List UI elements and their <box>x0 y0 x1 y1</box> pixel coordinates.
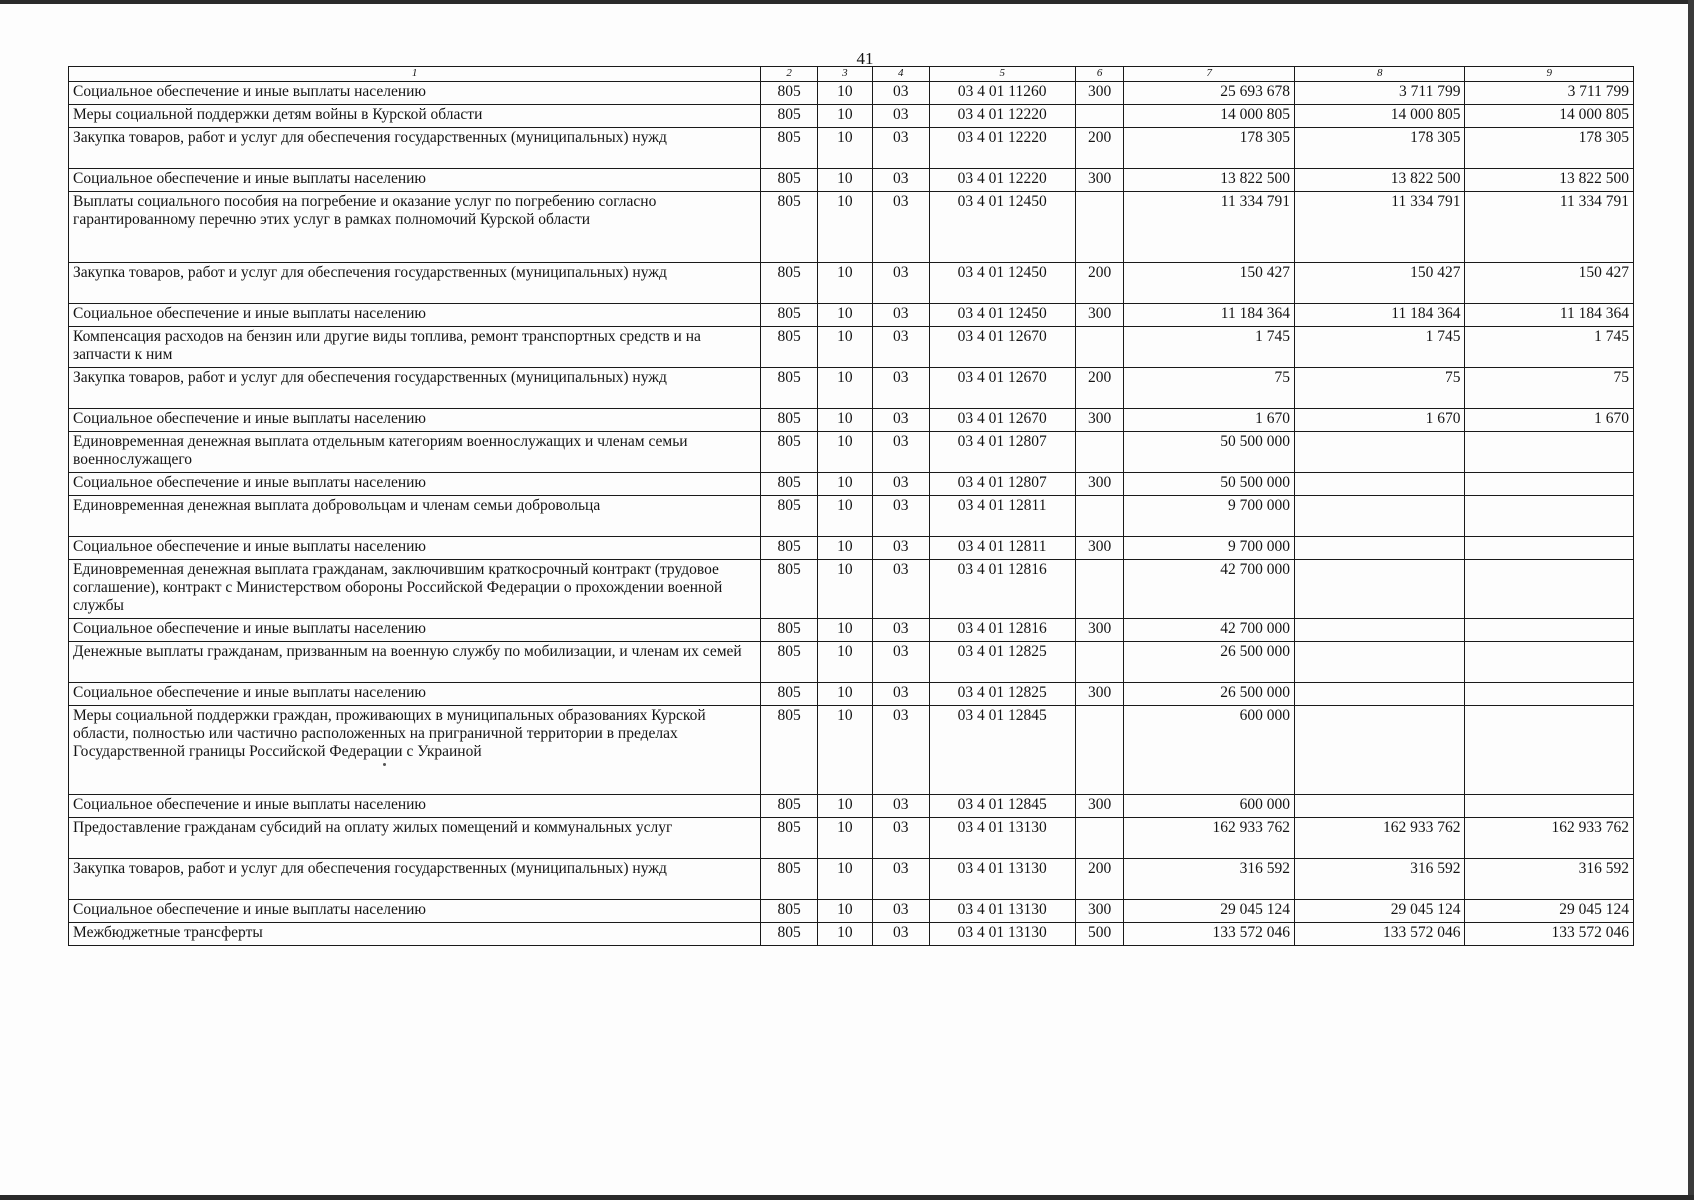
cell-ministry-code: 805 <box>761 105 818 128</box>
cell-amount-col7: 14 000 805 <box>1124 105 1295 128</box>
cell-amount-col9 <box>1465 473 1634 496</box>
budget-table <box>68 66 1634 946</box>
cell-amount-col7: 600 000 <box>1124 795 1295 818</box>
cell-description: Межбюджетные трансферты <box>69 923 761 946</box>
cell-target-article: 03 4 01 12450 <box>929 304 1075 327</box>
cell-ministry-code: 805 <box>761 900 818 923</box>
cell-amount-col9 <box>1465 537 1634 560</box>
cell-subsection: 03 <box>872 327 929 368</box>
cell-section: 10 <box>818 128 873 169</box>
cell-ministry-code: 805 <box>761 619 818 642</box>
cell-description: Денежные выплаты гражданам, призванным на военную службу по мобилизации, и членам их семей <box>69 642 761 683</box>
cell-subsection: 03 <box>872 263 929 304</box>
header-cell: 6 <box>1075 67 1124 82</box>
table-row <box>69 409 1634 432</box>
cell-description: Социальное обеспечение и иные выплаты населению <box>69 473 761 496</box>
cell-description: Социальное обеспечение и иные выплаты населению <box>69 537 761 560</box>
cell-ministry-code: 805 <box>761 473 818 496</box>
cell-amount-col8 <box>1294 642 1465 683</box>
cell-amount-col9: 178 305 <box>1465 128 1634 169</box>
cell-description: Социальное обеспечение и иные выплаты населению <box>69 900 761 923</box>
table-row <box>69 327 1634 368</box>
cell-expense-type <box>1075 192 1124 263</box>
cell-description: Социальное обеспечение и иные выплаты населению <box>69 683 761 706</box>
cell-amount-col9: 1 745 <box>1465 327 1634 368</box>
cell-amount-col8 <box>1294 795 1465 818</box>
table-row <box>69 82 1634 105</box>
header-cell: 5 <box>929 67 1075 82</box>
cell-description: Социальное обеспечение и иные выплаты населению <box>69 619 761 642</box>
cell-target-article: 03 4 01 12670 <box>929 368 1075 409</box>
cell-section: 10 <box>818 923 873 946</box>
cell-description: Предоставление гражданам субсидий на оплату жилых помещений и коммунальных услуг <box>69 818 761 859</box>
cell-amount-col8 <box>1294 706 1465 795</box>
cell-amount-col7: 600 000 <box>1124 706 1295 795</box>
cell-amount-col8 <box>1294 496 1465 537</box>
cell-amount-col8: 1 670 <box>1294 409 1465 432</box>
cell-ministry-code: 805 <box>761 169 818 192</box>
cell-amount-col9: 14 000 805 <box>1465 105 1634 128</box>
table-row <box>69 795 1634 818</box>
cell-subsection: 03 <box>872 192 929 263</box>
header-cell: 1 <box>69 67 761 82</box>
cell-amount-col8: 11 334 791 <box>1294 192 1465 263</box>
table-row <box>69 642 1634 683</box>
cell-section: 10 <box>818 327 873 368</box>
cell-description: Социальное обеспечение и иные выплаты населению <box>69 409 761 432</box>
cell-target-article: 03 4 01 12816 <box>929 560 1075 619</box>
cell-subsection: 03 <box>872 473 929 496</box>
cell-ministry-code: 805 <box>761 818 818 859</box>
cell-amount-col9 <box>1465 432 1634 473</box>
cell-ministry-code: 805 <box>761 706 818 795</box>
cell-amount-col8 <box>1294 619 1465 642</box>
cell-target-article: 03 4 01 12220 <box>929 169 1075 192</box>
cell-amount-col7: 75 <box>1124 368 1295 409</box>
cell-target-article: 03 4 01 12220 <box>929 105 1075 128</box>
cell-amount-col7: 1 670 <box>1124 409 1295 432</box>
cell-target-article: 03 4 01 12825 <box>929 683 1075 706</box>
cell-subsection: 03 <box>872 859 929 900</box>
header-cell: 2 <box>761 67 818 82</box>
cell-section: 10 <box>818 795 873 818</box>
cell-subsection: 03 <box>872 537 929 560</box>
cell-ministry-code: 805 <box>761 795 818 818</box>
header-cell: 4 <box>872 67 929 82</box>
cell-section: 10 <box>818 859 873 900</box>
cell-amount-col8 <box>1294 432 1465 473</box>
cell-description: Меры социальной поддержки детям войны в Курской области <box>69 105 761 128</box>
cell-description: Единовременная денежная выплата гражданам, заключившим краткосрочный контракт (трудовое соглашение), контракт с Министерством обороны Российской Федерации о прохождении военной службы <box>69 560 761 619</box>
cell-amount-col7: 13 822 500 <box>1124 169 1295 192</box>
cell-ministry-code: 805 <box>761 859 818 900</box>
cell-amount-col7: 26 500 000 <box>1124 642 1295 683</box>
cell-description: Меры социальной поддержки граждан, проживающих в муниципальных образованиях Курской области, полностью или частично расположенных на приграничной территории в пределах Государственной границы Российской Федерации с Украиной <box>69 706 761 795</box>
cell-ministry-code: 805 <box>761 327 818 368</box>
cell-amount-col8: 3 711 799 <box>1294 82 1465 105</box>
cell-amount-col9 <box>1465 560 1634 619</box>
scan-right-edge <box>1688 0 1694 1200</box>
cell-description: Закупка товаров, работ и услуг для обеспечения государственных (муниципальных) нужд <box>69 368 761 409</box>
cell-subsection: 03 <box>872 619 929 642</box>
cell-ministry-code: 805 <box>761 432 818 473</box>
cell-amount-col7: 162 933 762 <box>1124 818 1295 859</box>
cell-subsection: 03 <box>872 560 929 619</box>
cell-expense-type: 300 <box>1075 619 1124 642</box>
cell-ministry-code: 805 <box>761 128 818 169</box>
cell-amount-col7: 42 700 000 <box>1124 619 1295 642</box>
cell-description: Компенсация расходов на бензин или другие виды топлива, ремонт транспортных средств и на запчасти к ним <box>69 327 761 368</box>
table-row <box>69 900 1634 923</box>
cell-subsection: 03 <box>872 923 929 946</box>
cell-amount-col8: 11 184 364 <box>1294 304 1465 327</box>
cell-ministry-code: 805 <box>761 560 818 619</box>
cell-description: Социальное обеспечение и иные выплаты населению <box>69 304 761 327</box>
cell-description: Закупка товаров, работ и услуг для обеспечения государственных (муниципальных) нужд <box>69 263 761 304</box>
cell-ministry-code: 805 <box>761 496 818 537</box>
cell-expense-type <box>1075 327 1124 368</box>
cell-ministry-code: 805 <box>761 82 818 105</box>
cell-expense-type: 200 <box>1075 368 1124 409</box>
cell-target-article: 03 4 01 12450 <box>929 192 1075 263</box>
cell-expense-type <box>1075 432 1124 473</box>
cell-amount-col8: 1 745 <box>1294 327 1465 368</box>
cell-subsection: 03 <box>872 409 929 432</box>
header-cell: 7 <box>1124 67 1295 82</box>
cell-expense-type <box>1075 642 1124 683</box>
cell-expense-type <box>1075 105 1124 128</box>
cell-section: 10 <box>818 560 873 619</box>
cell-section: 10 <box>818 105 873 128</box>
cell-amount-col9 <box>1465 642 1634 683</box>
cell-section: 10 <box>818 537 873 560</box>
cell-expense-type: 200 <box>1075 128 1124 169</box>
cell-target-article: 03 4 01 12845 <box>929 795 1075 818</box>
cell-amount-col8: 133 572 046 <box>1294 923 1465 946</box>
cell-subsection: 03 <box>872 900 929 923</box>
cell-amount-col8: 150 427 <box>1294 263 1465 304</box>
cell-description: Единовременная денежная выплата отдельным категориям военнослужащих и членам семьи военнослужащего <box>69 432 761 473</box>
cell-ministry-code: 805 <box>761 304 818 327</box>
header-cell: 9 <box>1465 67 1634 82</box>
cell-amount-col7: 178 305 <box>1124 128 1295 169</box>
cell-subsection: 03 <box>872 432 929 473</box>
table-row <box>69 496 1634 537</box>
cell-amount-col7: 11 184 364 <box>1124 304 1295 327</box>
cell-section: 10 <box>818 706 873 795</box>
table-row <box>69 128 1634 169</box>
table-row <box>69 169 1634 192</box>
cell-amount-col9: 1 670 <box>1465 409 1634 432</box>
header-row <box>69 67 1634 82</box>
cell-description: Единовременная денежная выплата добровольцам и членам семьи добровольца <box>69 496 761 537</box>
cell-section: 10 <box>818 473 873 496</box>
cell-amount-col7: 1 745 <box>1124 327 1295 368</box>
cell-amount-col7: 316 592 <box>1124 859 1295 900</box>
cell-section: 10 <box>818 818 873 859</box>
cell-ministry-code: 805 <box>761 923 818 946</box>
cell-description: Социальное обеспечение и иные выплаты населению <box>69 82 761 105</box>
cell-section: 10 <box>818 900 873 923</box>
cell-amount-col9: 133 572 046 <box>1465 923 1634 946</box>
cell-description: Выплаты социального пособия на погребение и оказание услуг по погребению согласно гарантированному перечню этих услуг в рамках полномочий Курской области <box>69 192 761 263</box>
cell-section: 10 <box>818 82 873 105</box>
cell-section: 10 <box>818 192 873 263</box>
cell-ministry-code: 805 <box>761 409 818 432</box>
cell-expense-type: 200 <box>1075 263 1124 304</box>
cell-amount-col7: 29 045 124 <box>1124 900 1295 923</box>
cell-section: 10 <box>818 263 873 304</box>
cell-target-article: 03 4 01 13130 <box>929 859 1075 900</box>
cell-ministry-code: 805 <box>761 263 818 304</box>
cell-expense-type: 300 <box>1075 169 1124 192</box>
cell-expense-type: 500 <box>1075 923 1124 946</box>
cell-target-article: 03 4 01 12670 <box>929 409 1075 432</box>
cell-amount-col7: 150 427 <box>1124 263 1295 304</box>
table-row <box>69 537 1634 560</box>
table-body <box>69 82 1634 946</box>
table-row <box>69 368 1634 409</box>
cell-expense-type <box>1075 706 1124 795</box>
cell-subsection: 03 <box>872 706 929 795</box>
cell-ministry-code: 805 <box>761 368 818 409</box>
cell-amount-col7: 9 700 000 <box>1124 496 1295 537</box>
cell-amount-col8 <box>1294 537 1465 560</box>
cell-section: 10 <box>818 619 873 642</box>
cell-amount-col9: 11 334 791 <box>1465 192 1634 263</box>
cell-ministry-code: 805 <box>761 192 818 263</box>
cell-amount-col8: 29 045 124 <box>1294 900 1465 923</box>
cell-amount-col9: 75 <box>1465 368 1634 409</box>
cell-expense-type: 300 <box>1075 537 1124 560</box>
table-row <box>69 706 1634 795</box>
cell-expense-type <box>1075 560 1124 619</box>
cell-subsection: 03 <box>872 105 929 128</box>
cell-amount-col9: 162 933 762 <box>1465 818 1634 859</box>
cell-amount-col8: 178 305 <box>1294 128 1465 169</box>
cell-ministry-code: 805 <box>761 683 818 706</box>
cell-amount-col7: 42 700 000 <box>1124 560 1295 619</box>
cell-expense-type: 300 <box>1075 409 1124 432</box>
cell-amount-col9 <box>1465 496 1634 537</box>
table-row <box>69 859 1634 900</box>
cell-expense-type: 200 <box>1075 859 1124 900</box>
header-cell: 8 <box>1294 67 1465 82</box>
cell-amount-col8: 13 822 500 <box>1294 169 1465 192</box>
cell-ministry-code: 805 <box>761 642 818 683</box>
cell-target-article: 03 4 01 12450 <box>929 263 1075 304</box>
cell-amount-col9: 3 711 799 <box>1465 82 1634 105</box>
cell-amount-col9 <box>1465 706 1634 795</box>
cell-amount-col9: 13 822 500 <box>1465 169 1634 192</box>
cell-ministry-code: 805 <box>761 537 818 560</box>
table-row <box>69 105 1634 128</box>
table-row <box>69 192 1634 263</box>
cell-description: Социальное обеспечение и иные выплаты населению <box>69 169 761 192</box>
cell-amount-col8 <box>1294 560 1465 619</box>
cell-section: 10 <box>818 368 873 409</box>
cell-amount-col7: 26 500 000 <box>1124 683 1295 706</box>
table-row <box>69 304 1634 327</box>
table-row <box>69 263 1634 304</box>
cell-target-article: 03 4 01 12807 <box>929 432 1075 473</box>
cell-target-article: 03 4 01 13130 <box>929 900 1075 923</box>
cell-subsection: 03 <box>872 795 929 818</box>
cell-section: 10 <box>818 432 873 473</box>
cell-subsection: 03 <box>872 683 929 706</box>
cell-amount-col9: 150 427 <box>1465 263 1634 304</box>
cell-section: 10 <box>818 642 873 683</box>
cell-target-article: 03 4 01 12220 <box>929 128 1075 169</box>
cell-expense-type: 300 <box>1075 82 1124 105</box>
cell-subsection: 03 <box>872 169 929 192</box>
cell-target-article: 03 4 01 11260 <box>929 82 1075 105</box>
scan-top-edge <box>0 0 1694 4</box>
cell-amount-col7: 50 500 000 <box>1124 473 1295 496</box>
table-row <box>69 560 1634 619</box>
cell-section: 10 <box>818 683 873 706</box>
cell-section: 10 <box>818 304 873 327</box>
cell-amount-col8: 316 592 <box>1294 859 1465 900</box>
cell-expense-type: 300 <box>1075 304 1124 327</box>
cell-description: Социальное обеспечение и иные выплаты населению <box>69 795 761 818</box>
cell-amount-col9 <box>1465 795 1634 818</box>
cell-amount-col9 <box>1465 683 1634 706</box>
cell-subsection: 03 <box>872 818 929 859</box>
table-row <box>69 683 1634 706</box>
cell-description: Закупка товаров, работ и услуг для обеспечения государственных (муниципальных) нужд <box>69 859 761 900</box>
cell-description: Закупка товаров, работ и услуг для обеспечения государственных (муниципальных) нужд <box>69 128 761 169</box>
cell-target-article: 03 4 01 12825 <box>929 642 1075 683</box>
cell-expense-type: 300 <box>1075 473 1124 496</box>
cell-subsection: 03 <box>872 128 929 169</box>
cell-subsection: 03 <box>872 304 929 327</box>
cell-section: 10 <box>818 409 873 432</box>
scan-bottom-edge <box>0 1195 1694 1200</box>
table-row <box>69 432 1634 473</box>
scan-speck <box>383 763 386 766</box>
cell-subsection: 03 <box>872 82 929 105</box>
table-row <box>69 923 1634 946</box>
cell-target-article: 03 4 01 12811 <box>929 496 1075 537</box>
table-row <box>69 619 1634 642</box>
cell-target-article: 03 4 01 13130 <box>929 818 1075 859</box>
cell-expense-type <box>1075 818 1124 859</box>
header-cell: 3 <box>818 67 873 82</box>
cell-amount-col7: 9 700 000 <box>1124 537 1295 560</box>
cell-amount-col9 <box>1465 619 1634 642</box>
cell-expense-type <box>1075 496 1124 537</box>
cell-amount-col7: 25 693 678 <box>1124 82 1295 105</box>
cell-expense-type: 300 <box>1075 900 1124 923</box>
cell-amount-col8: 75 <box>1294 368 1465 409</box>
cell-amount-col8 <box>1294 683 1465 706</box>
table-row <box>69 818 1634 859</box>
cell-amount-col9: 11 184 364 <box>1465 304 1634 327</box>
cell-amount-col7: 50 500 000 <box>1124 432 1295 473</box>
cell-target-article: 03 4 01 12807 <box>929 473 1075 496</box>
cell-amount-col8 <box>1294 473 1465 496</box>
cell-target-article: 03 4 01 12811 <box>929 537 1075 560</box>
cell-target-article: 03 4 01 12816 <box>929 619 1075 642</box>
cell-expense-type: 300 <box>1075 683 1124 706</box>
cell-amount-col7: 133 572 046 <box>1124 923 1295 946</box>
cell-target-article: 03 4 01 12845 <box>929 706 1075 795</box>
cell-amount-col9: 316 592 <box>1465 859 1634 900</box>
cell-amount-col8: 162 933 762 <box>1294 818 1465 859</box>
cell-subsection: 03 <box>872 496 929 537</box>
cell-amount-col7: 11 334 791 <box>1124 192 1295 263</box>
cell-section: 10 <box>818 169 873 192</box>
cell-amount-col8: 14 000 805 <box>1294 105 1465 128</box>
cell-subsection: 03 <box>872 642 929 683</box>
cell-target-article: 03 4 01 13130 <box>929 923 1075 946</box>
cell-expense-type: 300 <box>1075 795 1124 818</box>
cell-subsection: 03 <box>872 368 929 409</box>
page-number: 41 <box>856 49 874 68</box>
cell-target-article: 03 4 01 12670 <box>929 327 1075 368</box>
cell-section: 10 <box>818 496 873 537</box>
cell-amount-col9: 29 045 124 <box>1465 900 1634 923</box>
table-row <box>69 473 1634 496</box>
